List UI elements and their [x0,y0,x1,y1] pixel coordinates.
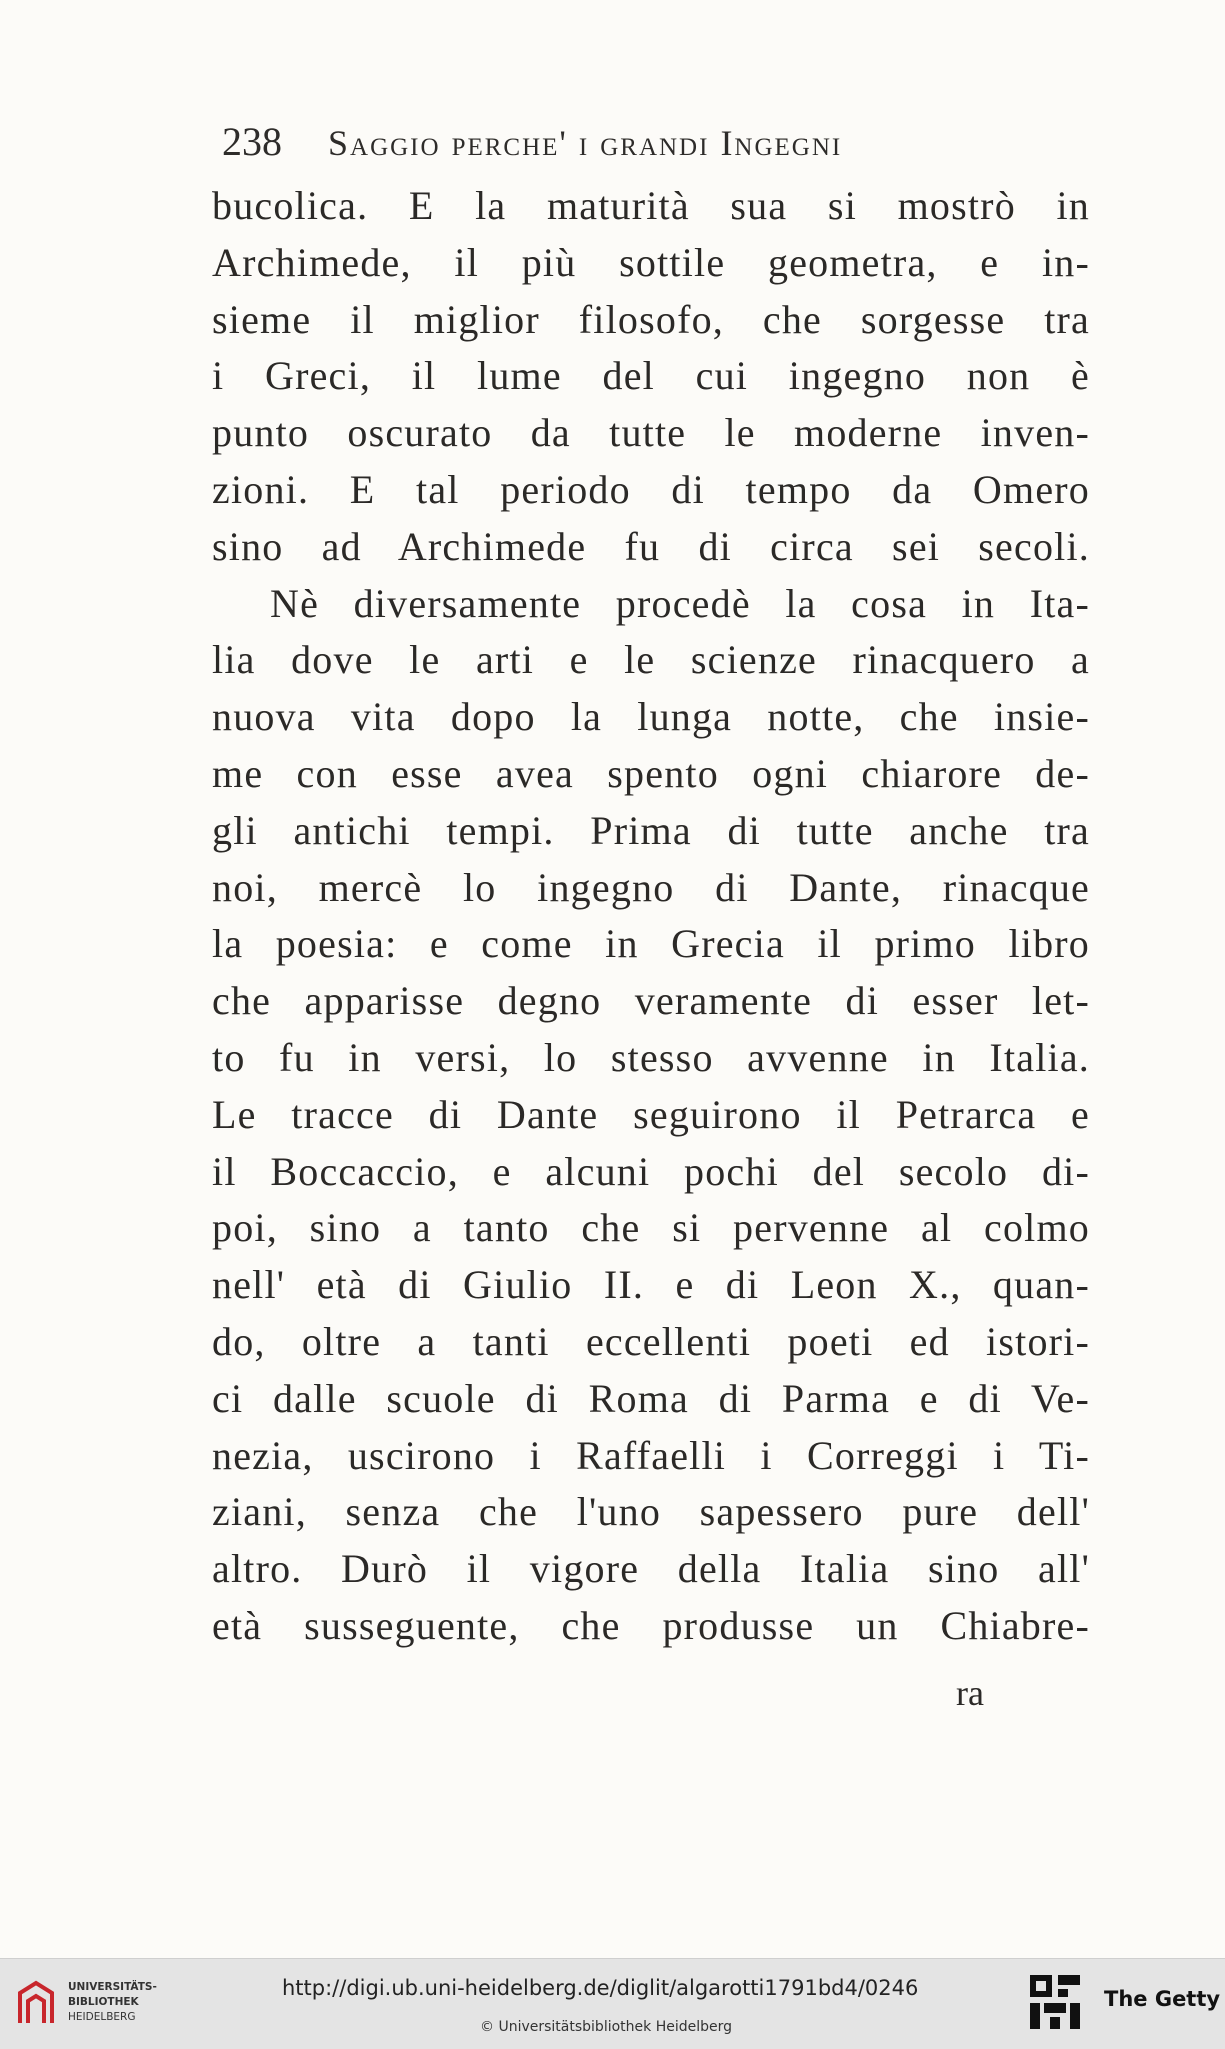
text-line: Le tracce di Dante seguirono il Petrarca e [212,1091,1090,1137]
copyright-notice: © Universitätsbibliothek Heidelberg [480,2019,733,2035]
text-line: gli antichi tempi. Prima di tutte anche tra [212,807,1090,853]
text-line: to fu in versi, lo stesso avvenne in Italia. [212,1034,1090,1080]
library-name-line1: UNIVERSITÄTS- [68,1981,157,1993]
text-line: sino ad Archimede fu di circa sei secoli. [212,523,1090,569]
text-line: ci dalle scuole di Roma di Parma e di Ve- [212,1375,1090,1421]
library-logo[interactable] [14,1977,174,2033]
text-line: nezia, uscirono i Raffaelli i Correggi i Ti- [212,1432,1090,1478]
library-name [68,1980,157,2025]
catchword: ra [956,1673,984,1713]
text-line: che apparisse degno veramente di esser let- [212,978,1090,1024]
text-line: noi, mercè lo ingegno di Dante, rinacque [212,864,1090,910]
text-line: età susseguente, che produsse un Chiabre- [212,1602,1090,1648]
footer-bar [0,1958,1225,2049]
text-line: nell' età di Giulio II. e di Leon X., quan- [212,1262,1090,1308]
running-head: Saggio perche' i grandi Ingegni [328,123,843,163]
getty-logo[interactable] [1028,1973,1084,2033]
page-header [222,118,1022,178]
permalink-url[interactable]: http://digi.ub.uni-heidelberg.de/diglit/algarotti1791bd4/0246 [282,1976,919,2000]
library-name-line3: HEIDELBERG [68,2011,136,2023]
getty-icon [1028,1973,1084,2033]
page-number: 238 [222,119,282,164]
text-line: i Greci, il lume del cui ingegno non è [212,353,1090,399]
text-line: il Boccaccio, e alcuni pochi del secolo di- [212,1148,1090,1194]
getty-name: The Getty [1104,1987,1221,2011]
text-line: ziani, senza che l'uno sapessero pure dell' [212,1489,1090,1535]
text-line: do, oltre a tanti eccellenti poeti ed istori- [212,1318,1090,1364]
text-line: bucolica. E la maturità sua si mostrò in [212,183,1090,228]
text-line: lia dove le arti e le scienze rinacquero a [212,637,1090,683]
text-line: me con esse avea spento ogni chiarore de- [212,750,1090,796]
text-line: poi, sino a tanto che si pervenne al colmo [212,1205,1090,1251]
text-line: Archimede, il più sottile geometra, e in- [212,239,1090,285]
text-line: punto oscurato da tutte le moderne inven- [212,410,1090,456]
library-name-line2: BIBLIOTHEK [68,1996,139,2008]
body-text [212,178,1090,1655]
text-line: zioni. E tal periodo di tempo da Omero [212,466,1090,512]
text-line: Nè diversamente procedè la cosa in Ita- [270,580,1090,626]
text-line: altro. Durò il vigore della Italia sino all' [212,1546,1090,1592]
text-line: nuova vita dopo la lunga notte, che insie- [212,694,1090,740]
heidelberg-library-icon [14,1979,58,2027]
text-line: sieme il miglior filosofo, che sorgesse tra [212,296,1090,342]
text-line: la poesia: e come in Grecia il primo libro [212,921,1090,967]
